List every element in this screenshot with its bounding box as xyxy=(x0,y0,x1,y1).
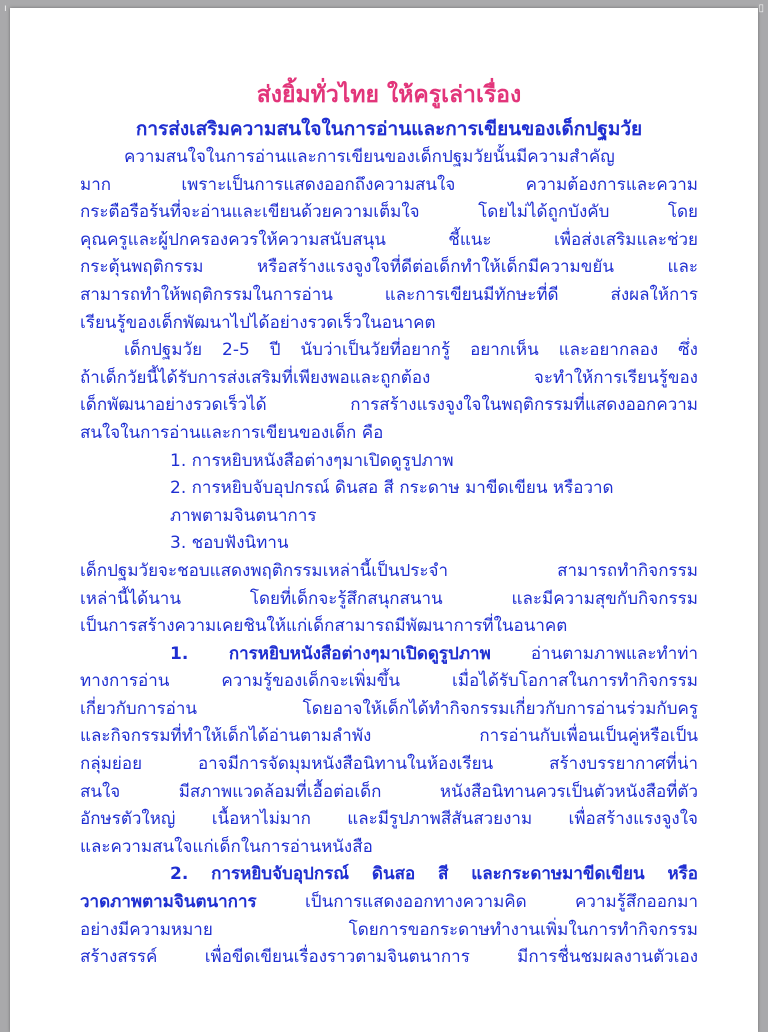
text-line: กลุ่มย่อย อาจมีการจัดมุมหนังสือนิทานในห้องเรียน สร้างบรรยากาศที่น่า xyxy=(80,754,698,775)
text-line: กระตุ้นพฤติกรรม หรือสร้างแรงจูงใจที่ดีต่อเด็กทำให้เด็กมีความขยัน และ xyxy=(80,257,698,278)
text-line: อักษรตัวใหญ่ เนื้อหาไม่มาก และมีรูปภาพสีสันสวยงาม เพื่อสร้างแรงจูงใจ xyxy=(80,809,698,830)
text-line: มาก เพราะเป็นการแสดงออกถึงความสนใจ ความต้องการและความ xyxy=(80,174,698,195)
text-line: ความสนใจในการอ่านและการเขียนของเด็กปฐมวัยนั้นมีความสำคัญ xyxy=(124,147,615,167)
document-title: ส่งยิ้มทั่วไทย ให้ครูเล่าเรื่อง xyxy=(256,82,522,108)
text-line: เด็กปฐมวัย 2-5 ปี นับว่าเป็นวัยที่อยากรู้ อยากเห็น และอยากลอง ซึ่ง xyxy=(124,340,698,361)
text-line: เกี่ยวกับการอ่าน โดยอาจให้เด็กได้ทำกิจกรรมเกี่ยวกับการอ่านร่วมกับครู xyxy=(80,698,698,719)
text-line: เป็นการสร้างความเคยชินให้แก่เด็กสามารถมีพัฒนาการที่ในอนาคต xyxy=(80,616,568,637)
text-line: เรียนรู้ของเด็กพัฒนาไปได้อย่างรวดเร็วในอนาคต xyxy=(80,312,436,333)
section-1-first-line xyxy=(80,641,698,669)
text-line: สร้างสรรค์ เพื่อขีดเขียนเรื่องราวตามจินตนาการ มีการชื่นชมผลงานตัวเอง xyxy=(80,947,698,968)
list-item: 2. การหยิบจับอุปกรณ์ ดินสอ สี กระดาษ มาขีดเขียน หรือวาด xyxy=(170,478,614,499)
behavior-list xyxy=(80,448,698,558)
text-line: เด็กปฐมวัยจะชอบแสดงพฤติกรรมเหล่านี้เป็นประจำ สามารถทำกิจกรรม xyxy=(80,560,698,581)
section-1-first-line-rest: อ่านตามภาพและทำท่า xyxy=(490,643,698,664)
text-line: สนใจ มีสภาพแวดล้อมที่เอื้อต่อเด็ก หนังสือนิทานควรเป็นตัวหนังสือที่ตัว xyxy=(80,781,698,802)
status-indicator-icon: ı xyxy=(4,3,7,14)
text-line: ถ้าเด็กวัยนี้ได้รับการส่งเสริมที่เพียงพอและถูกต้อง จะทำให้การเรียนรู้ของ xyxy=(80,367,698,388)
list-item: 3. ชอบฟังนิทาน xyxy=(170,533,289,554)
section-2 xyxy=(80,861,698,971)
section-1 xyxy=(80,641,698,862)
text-line: และความสนใจแก่เด็กในการอ่านหนังสือ xyxy=(80,836,373,857)
text-line: เด็กพัฒนาอย่างรวดเร็วได้ การสร้างแรงจูงใจในพฤติกรรมที่แสดงออกความ xyxy=(80,395,698,416)
paragraph-3 xyxy=(80,558,698,641)
battery-icon: ▯ xyxy=(758,3,764,14)
section-2-second-line xyxy=(80,889,698,917)
text-line: กระตือรือร้นที่จะอ่านและเขียนด้วยความเต็มใจ โดยไม่ได้ถูกบังคับ โดย xyxy=(80,202,698,223)
text-line: สนใจในการอ่านและการเขียนของเด็ก คือ xyxy=(80,422,384,443)
text-line: ทางการอ่าน ความรู้ของเด็กจะเพิ่มขึ้น เมื่อได้รับโอกาสในการทำกิจกรรม xyxy=(80,671,698,692)
list-item: 1. การหยิบหนังสือต่างๆมาเปิดดูรูปภาพ xyxy=(170,450,454,471)
text-line: และกิจกรรมที่ทำให้เด็กได้อ่านตามลำพัง การอ่านกับเพื่อนเป็นคู่หรือเป็น xyxy=(80,726,698,747)
text-line: คุณครูและผู้ปกครองควรให้ความสนับสนุน ชี้แนะ เพื่อส่งเสริมและช่วย xyxy=(80,229,698,250)
section-2-second-line-rest: เป็นการแสดงออกทางความคิด ความรู้สึกออกมา xyxy=(256,892,698,913)
paragraph-2 xyxy=(80,337,698,447)
section-2-heading-end: วาดภาพตามจินตนาการ xyxy=(80,892,257,913)
section-2-heading: 2. การหยิบจับอุปกรณ์ ดินสอ สี และกระดาษมาขีดเขียน หรือ xyxy=(170,864,698,885)
document-subtitle: การส่งเสริมความสนใจในการอ่านและการเขียนของเด็กปฐมวัย xyxy=(135,118,643,140)
text-line: อย่างมีความหมาย โดยการขอกระดาษทำงานเพิ่มในการทำกิจกรรม xyxy=(80,919,698,940)
paragraph-1 xyxy=(80,144,698,337)
section-1-heading: 1. การหยิบหนังสือต่างๆมาเปิดดูรูปภาพ xyxy=(170,643,491,664)
text-line: สามารถทำให้พฤติกรรมในการอ่าน และการเขียนมีทักษะที่ดี ส่งผลให้การ xyxy=(80,284,698,305)
document-page[interactable] xyxy=(10,8,758,1032)
list-item: ภาพตามจินตนาการ xyxy=(170,505,317,526)
text-line: เหล่านี้ได้นาน โดยที่เด็กจะรู้สึกสนุกสนาน และมีความสุขกับกิจกรรม xyxy=(80,588,698,609)
document-content xyxy=(80,76,698,972)
